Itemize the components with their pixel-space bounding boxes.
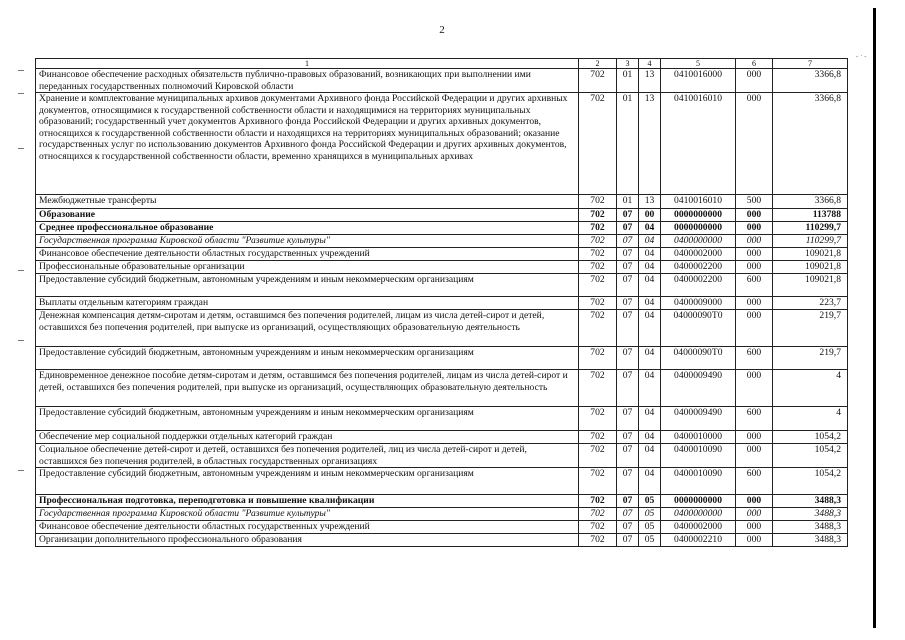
amount: 3488,3 [773, 520, 848, 533]
subsection-code: 04 [639, 370, 661, 407]
item-name: Социальное обеспечение детей-сирот и детей, оставшихся без попечения родителей, лиц из числа детей-сирот и детей, оставшихся без попечения родителей, в областных государственных организациях [36, 444, 579, 468]
target-article-code: 0000000000 [661, 222, 736, 235]
expense-type-code: 000 [736, 495, 773, 508]
expense-type-code: 600 [736, 274, 773, 297]
subsection-code: 05 [639, 533, 661, 546]
ministry-code: 702 [579, 444, 617, 468]
item-name: Предоставление субсидий бюджетным, автономным учреждениям и иным некоммерческим организациям [36, 468, 579, 495]
subsection-code: 04 [639, 444, 661, 468]
column-header: 1 [36, 59, 579, 69]
amount: 3488,3 [773, 508, 848, 521]
ministry-code: 702 [579, 533, 617, 546]
target-article-code: 0000000000 [661, 209, 736, 222]
section-code: 01 [617, 93, 639, 195]
target-article-code: 0410016000 [661, 69, 736, 93]
ministry-code: 702 [579, 195, 617, 209]
subsection-code: 04 [639, 431, 661, 444]
table-row [36, 495, 848, 508]
column-header: 5 [661, 59, 736, 69]
section-code: 07 [617, 431, 639, 444]
ministry-code: 702 [579, 93, 617, 195]
target-article-code: 0400002000 [661, 248, 736, 261]
expense-type-code: 000 [736, 444, 773, 468]
expense-type-code: 000 [736, 370, 773, 407]
expense-type-code: 000 [736, 533, 773, 546]
subsection-code: 05 [639, 495, 661, 508]
subsection-code: 13 [639, 93, 661, 195]
amount: 109021,8 [773, 274, 848, 297]
subsection-code: 13 [639, 69, 661, 93]
subsection-code: 04 [639, 261, 661, 274]
column-header: 7 [773, 59, 848, 69]
expense-type-code: 600 [736, 407, 773, 431]
expense-type-code: 000 [736, 431, 773, 444]
expense-type-code: 000 [736, 310, 773, 347]
column-header: 6 [736, 59, 773, 69]
expense-type-code: 000 [736, 508, 773, 521]
margin-tick [18, 93, 24, 94]
target-article-code: 0000000000 [661, 495, 736, 508]
table-row [36, 274, 848, 297]
section-code: 07 [617, 407, 639, 431]
ministry-code: 702 [579, 248, 617, 261]
ministry-code: 702 [579, 407, 617, 431]
amount: 113788 [773, 209, 848, 222]
expense-type-code: 000 [736, 209, 773, 222]
amount: 4 [773, 370, 848, 407]
margin-tick [18, 270, 24, 271]
section-code: 07 [617, 520, 639, 533]
ministry-code: 702 [579, 347, 617, 370]
ministry-code: 702 [579, 431, 617, 444]
expense-type-code: 600 [736, 347, 773, 370]
target-article-code: 0400010000 [661, 431, 736, 444]
section-code: 01 [617, 195, 639, 209]
margin-tick [18, 340, 24, 341]
section-code: 07 [617, 235, 639, 248]
item-name: Обеспечение мер социальной поддержки отдельных категорий граждан [36, 431, 579, 444]
target-article-code: 0410016010 [661, 93, 736, 195]
target-article-code: 04000090Т0 [661, 347, 736, 370]
ministry-code: 702 [579, 209, 617, 222]
ministry-code: 702 [579, 274, 617, 297]
table-row [36, 407, 848, 431]
subsection-code: 04 [639, 222, 661, 235]
subsection-code: 04 [639, 468, 661, 495]
subsection-code: 05 [639, 508, 661, 521]
column-header: 2 [579, 59, 617, 69]
ministry-code: 702 [579, 468, 617, 495]
item-name: Межбюджетные трансферты [36, 195, 579, 209]
target-article-code: 0400000000 [661, 235, 736, 248]
expense-type-code: 000 [736, 297, 773, 310]
amount: 3488,3 [773, 495, 848, 508]
section-code: 07 [617, 274, 639, 297]
subsection-code: 05 [639, 520, 661, 533]
ministry-code: 702 [579, 261, 617, 274]
table-row [36, 468, 848, 495]
amount: 219,7 [773, 347, 848, 370]
table-row [36, 520, 848, 533]
item-name: Среднее профессиональное образование [36, 222, 579, 235]
section-code: 07 [617, 347, 639, 370]
table-row [36, 310, 848, 347]
amount: 3488,3 [773, 533, 848, 546]
item-name: Денежная компенсация детям-сиротам и детям, оставшимся без попечения родителей, лицам из числа детей-сирот и детей, оставшихся без попечения родителей, при выпуске из организаций, осуществляющих образовательную деятельность [36, 310, 579, 347]
item-name: Предоставление субсидий бюджетным, автономным учреждениям и иным некоммерческим организациям [36, 407, 579, 431]
section-code: 07 [617, 444, 639, 468]
section-code: 07 [617, 468, 639, 495]
item-name: Единовременное денежное пособие детям-сиротам и детям, оставшимся без попечения родителей, лицам из числа детей-сирот и детей, оставшихся без попечения родителей, при выпуске из организаций, осуществляющих образовательную деятельность [36, 370, 579, 407]
item-name: Финансовое обеспечение расходных обязательств публично-правовых образований, возникающих при выполнении ими переданных государственных полномочий Кировской области [36, 69, 579, 93]
subsection-code: 04 [639, 248, 661, 261]
expense-type-code: 000 [736, 222, 773, 235]
ministry-code: 702 [579, 495, 617, 508]
item-name: Государственная программа Кировской области "Развитие культуры" [36, 508, 579, 521]
subsection-code: 04 [639, 274, 661, 297]
column-header: 4 [639, 59, 661, 69]
item-name: Выплаты отдельным категориям граждан [36, 297, 579, 310]
margin-tick [18, 70, 24, 71]
section-code: 07 [617, 261, 639, 274]
section-code: 07 [617, 209, 639, 222]
expense-type-code: 000 [736, 69, 773, 93]
item-name: Государственная программа Кировской области "Развитие культуры" [36, 235, 579, 248]
table-row [36, 508, 848, 521]
expense-type-code: 000 [736, 248, 773, 261]
section-code: 07 [617, 222, 639, 235]
column-number-row [36, 59, 848, 69]
amount: 109021,8 [773, 248, 848, 261]
section-code: 07 [617, 248, 639, 261]
table-row [36, 297, 848, 310]
amount: 3366,8 [773, 93, 848, 195]
item-name: Предоставление субсидий бюджетным, автономным учреждениям и иным некоммерческим организациям [36, 347, 579, 370]
amount: 1054,2 [773, 431, 848, 444]
section-code: 07 [617, 297, 639, 310]
target-article-code: 04000090Т0 [661, 310, 736, 347]
scan-edge-bar [873, 8, 876, 628]
item-name: Хранение и комплектование муниципальных архивов документами Архивного фонда Российской Федерации и других архивных документов, относящимися к государственной собственности области и находящимися на территориях муниципальных образований; государственный учет документов Архивного фонда Российской Федерации и других архивных документов, относящихся к государственной собственности области и находящихся на территориях муниципальных образований; оказание государственных услуг по использованию документов Архивного фонда Российской Федерации и других архивных документов, относящихся к государственной собственности области, временно хранящихся в муниципальных архивах [36, 93, 579, 195]
item-name: Финансовое обеспечение деятельности областных государственных учреждений [36, 520, 579, 533]
table-row [36, 261, 848, 274]
target-article-code: 0400009000 [661, 297, 736, 310]
table-row [36, 209, 848, 222]
ministry-code: 702 [579, 69, 617, 93]
subsection-code: 00 [639, 209, 661, 222]
margin-tick [18, 470, 24, 471]
amount: 110299,7 [773, 235, 848, 248]
subsection-code: 04 [639, 297, 661, 310]
section-code: 01 [617, 69, 639, 93]
ministry-code: 702 [579, 520, 617, 533]
target-article-code: 0400002200 [661, 261, 736, 274]
table-row [36, 431, 848, 444]
target-article-code: 0400010090 [661, 444, 736, 468]
table-row [36, 93, 848, 195]
table-row [36, 195, 848, 209]
table-row [36, 248, 848, 261]
expense-type-code: 000 [736, 93, 773, 195]
subsection-code: 04 [639, 347, 661, 370]
amount: 223,7 [773, 297, 848, 310]
amount: 1054,2 [773, 468, 848, 495]
item-name: Организации дополнительного профессионального образования [36, 533, 579, 546]
amount: 3366,8 [773, 195, 848, 209]
table-row [36, 370, 848, 407]
ministry-code: 702 [579, 297, 617, 310]
section-code: 07 [617, 495, 639, 508]
section-code: 07 [617, 533, 639, 546]
target-article-code: 0400010090 [661, 468, 736, 495]
amount: 219,7 [773, 310, 848, 347]
expense-type-code: 500 [736, 195, 773, 209]
page-number: 2 [439, 24, 445, 36]
table-row [36, 235, 848, 248]
expense-type-code: 600 [736, 468, 773, 495]
item-name: Профессиональные образовательные организации [36, 261, 579, 274]
column-header: 3 [617, 59, 639, 69]
budget-table [35, 58, 848, 547]
amount: 3366,8 [773, 69, 848, 93]
scan-mark: - · - [856, 52, 867, 60]
amount: 4 [773, 407, 848, 431]
subsection-code: 04 [639, 407, 661, 431]
amount: 1054,2 [773, 444, 848, 468]
margin-tick [18, 148, 24, 149]
table-row [36, 347, 848, 370]
expense-type-code: 000 [736, 235, 773, 248]
ministry-code: 702 [579, 508, 617, 521]
subsection-code: 04 [639, 310, 661, 347]
target-article-code: 0400002000 [661, 520, 736, 533]
section-code: 07 [617, 310, 639, 347]
item-name: Образование [36, 209, 579, 222]
section-code: 07 [617, 370, 639, 407]
target-article-code: 0400002210 [661, 533, 736, 546]
target-article-code: 0400009490 [661, 370, 736, 407]
expense-type-code: 000 [736, 520, 773, 533]
table-row [36, 444, 848, 468]
section-code: 07 [617, 508, 639, 521]
target-article-code: 0410016010 [661, 195, 736, 209]
table-row [36, 222, 848, 235]
item-name: Финансовое обеспечение деятельности областных государственных учреждений [36, 248, 579, 261]
item-name: Предоставление субсидий бюджетным, автономным учреждениям и иным некоммерческим организациям [36, 274, 579, 297]
ministry-code: 702 [579, 235, 617, 248]
subsection-code: 04 [639, 235, 661, 248]
target-article-code: 0400009490 [661, 407, 736, 431]
table-row [36, 533, 848, 546]
amount: 109021,8 [773, 261, 848, 274]
ministry-code: 702 [579, 370, 617, 407]
subsection-code: 13 [639, 195, 661, 209]
target-article-code: 0400000000 [661, 508, 736, 521]
target-article-code: 0400002200 [661, 274, 736, 297]
ministry-code: 702 [579, 222, 617, 235]
amount: 110299,7 [773, 222, 848, 235]
table-row [36, 69, 848, 93]
expense-type-code: 000 [736, 261, 773, 274]
ministry-code: 702 [579, 310, 617, 347]
item-name: Профессиональная подготовка, переподготовка и повышение квалификации [36, 495, 579, 508]
